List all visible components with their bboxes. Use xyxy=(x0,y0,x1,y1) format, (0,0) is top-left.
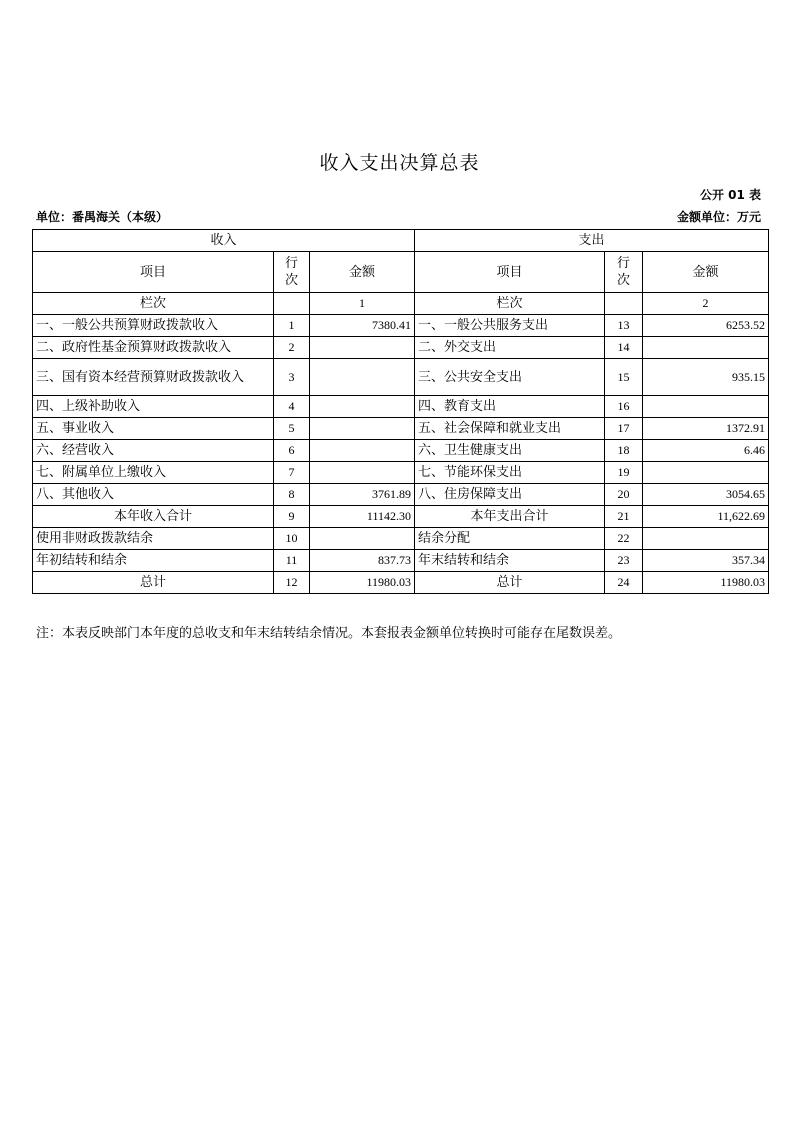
income-amount-cell xyxy=(310,359,415,396)
expense-item-cell: 年末结转和结余 xyxy=(415,550,605,572)
footnote: 注：本表反映部门本年度的总收支和年末结转结余情况。本套报表金额单位转换时可能存在尾数误差。 xyxy=(36,626,622,641)
income-row-no-cell: 11 xyxy=(274,550,310,572)
table-row xyxy=(33,337,769,359)
income-amount-cell: 7380.41 xyxy=(310,315,415,337)
reporting-unit: 单位：番禺海关（本级） xyxy=(36,210,169,224)
expense-row-no-cell: 21 xyxy=(605,506,643,528)
expense-item-cell: 三、公共安全支出 xyxy=(415,359,605,396)
income-row-no-cell: 10 xyxy=(274,528,310,550)
expense-amount-cell: 935.15 xyxy=(643,359,769,396)
income-item-cell: 本年收入合计 xyxy=(33,506,274,528)
expense-amount-cell: 3054.65 xyxy=(643,484,769,506)
income-item-cell: 五、事业收入 xyxy=(33,418,274,440)
table-row xyxy=(33,572,769,594)
column-header-row xyxy=(33,252,769,293)
income-amount-cell xyxy=(310,440,415,462)
expense-row-no-cell: 19 xyxy=(605,462,643,484)
page-title: 收入支出决算总表 xyxy=(319,152,480,174)
income-item-header: 项目 xyxy=(33,252,274,293)
amount-unit: 金额单位：万元 xyxy=(676,210,761,224)
expense-amount-cell: 1372.91 xyxy=(643,418,769,440)
expense-item-cell: 总计 xyxy=(415,572,605,594)
expense-item-cell: 七、节能环保支出 xyxy=(415,462,605,484)
income-item-cell: 七、附属单位上缴收入 xyxy=(33,462,274,484)
income-amount-cell: 11980.03 xyxy=(310,572,415,594)
income-row-no-cell: 4 xyxy=(274,396,310,418)
expense-row-no-header: 行 次 xyxy=(605,252,643,293)
income-row-no-cell: 5 xyxy=(274,418,310,440)
expense-row-no-cell: 23 xyxy=(605,550,643,572)
expense-amount-cell: 357.34 xyxy=(643,550,769,572)
income-item-cell: 二、政府性基金预算财政拨款收入 xyxy=(33,337,274,359)
expense-item-cell: 四、教育支出 xyxy=(415,396,605,418)
expense-item-cell: 五、社会保障和就业支出 xyxy=(415,418,605,440)
income-amount-cell: 3761.89 xyxy=(310,484,415,506)
table-row xyxy=(33,359,769,396)
income-item-cell: 四、上级补助收入 xyxy=(33,396,274,418)
income-item-cell: 八、其他收入 xyxy=(33,484,274,506)
budget-summary-table xyxy=(32,229,769,594)
expense-item-cell: 结余分配 xyxy=(415,528,605,550)
expense-row-no-cell: 13 xyxy=(605,315,643,337)
column-index-row xyxy=(33,293,769,315)
table-row xyxy=(33,484,769,506)
expense-row-no-cell: 24 xyxy=(605,572,643,594)
expense-row-no-cell: 20 xyxy=(605,484,643,506)
expense-amount-cell xyxy=(643,462,769,484)
table-row xyxy=(33,396,769,418)
income-col-label: 栏次 xyxy=(33,293,274,315)
income-row-no-header: 行 次 xyxy=(274,252,310,293)
table-row xyxy=(33,550,769,572)
income-amount-cell: 11142.30 xyxy=(310,506,415,528)
empty-cell xyxy=(274,293,310,315)
expense-amount-header: 金额 xyxy=(643,252,769,293)
income-amount-cell xyxy=(310,396,415,418)
income-row-no-cell: 9 xyxy=(274,506,310,528)
expense-item-cell: 一、一般公共服务支出 xyxy=(415,315,605,337)
expense-row-no-cell: 14 xyxy=(605,337,643,359)
table-row xyxy=(33,462,769,484)
income-item-cell: 三、国有资本经营预算财政拨款收入 xyxy=(33,359,274,396)
income-row-no-cell: 2 xyxy=(274,337,310,359)
expense-row-no-cell: 16 xyxy=(605,396,643,418)
expense-section-header: 支出 xyxy=(415,230,769,252)
expense-row-no-cell: 22 xyxy=(605,528,643,550)
expense-item-header: 项目 xyxy=(415,252,605,293)
income-row-no-cell: 12 xyxy=(274,572,310,594)
table-row xyxy=(33,440,769,462)
expense-row-no-cell: 15 xyxy=(605,359,643,396)
income-amount-cell xyxy=(310,462,415,484)
expense-item-cell: 六、卫生健康支出 xyxy=(415,440,605,462)
income-section-header: 收入 xyxy=(33,230,415,252)
income-amount-cell xyxy=(310,528,415,550)
income-amount-cell xyxy=(310,418,415,440)
table-row xyxy=(33,315,769,337)
income-item-cell: 总计 xyxy=(33,572,274,594)
expense-item-cell: 八、住房保障支出 xyxy=(415,484,605,506)
empty-cell xyxy=(605,293,643,315)
section-header-row xyxy=(33,230,769,252)
expense-col-label: 栏次 xyxy=(415,293,605,315)
form-number: 公开 01 表 xyxy=(699,188,761,202)
expense-amount-cell xyxy=(643,528,769,550)
expense-amount-cell: 11980.03 xyxy=(643,572,769,594)
income-item-cell: 使用非财政拨款结余 xyxy=(33,528,274,550)
income-row-no-cell: 8 xyxy=(274,484,310,506)
expense-amount-cell: 11,622.69 xyxy=(643,506,769,528)
expense-amount-cell xyxy=(643,337,769,359)
income-row-no-cell: 1 xyxy=(274,315,310,337)
expense-item-cell: 二、外交支出 xyxy=(415,337,605,359)
income-row-no-cell: 3 xyxy=(274,359,310,396)
income-amount-cell: 837.73 xyxy=(310,550,415,572)
income-item-cell: 六、经营收入 xyxy=(33,440,274,462)
income-row-no-cell: 7 xyxy=(274,462,310,484)
income-amount-header: 金额 xyxy=(310,252,415,293)
income-item-cell: 一、一般公共预算财政拨款收入 xyxy=(33,315,274,337)
table-row xyxy=(33,506,769,528)
table-row xyxy=(33,528,769,550)
expense-item-cell: 本年支出合计 xyxy=(415,506,605,528)
table-row xyxy=(33,418,769,440)
expense-amount-cell: 6253.52 xyxy=(643,315,769,337)
income-amount-cell xyxy=(310,337,415,359)
expense-col-index: 2 xyxy=(643,293,769,315)
income-item-cell: 年初结转和结余 xyxy=(33,550,274,572)
expense-row-no-cell: 18 xyxy=(605,440,643,462)
expense-amount-cell: 6.46 xyxy=(643,440,769,462)
income-row-no-cell: 6 xyxy=(274,440,310,462)
expense-amount-cell xyxy=(643,396,769,418)
expense-row-no-cell: 17 xyxy=(605,418,643,440)
income-col-index: 1 xyxy=(310,293,415,315)
